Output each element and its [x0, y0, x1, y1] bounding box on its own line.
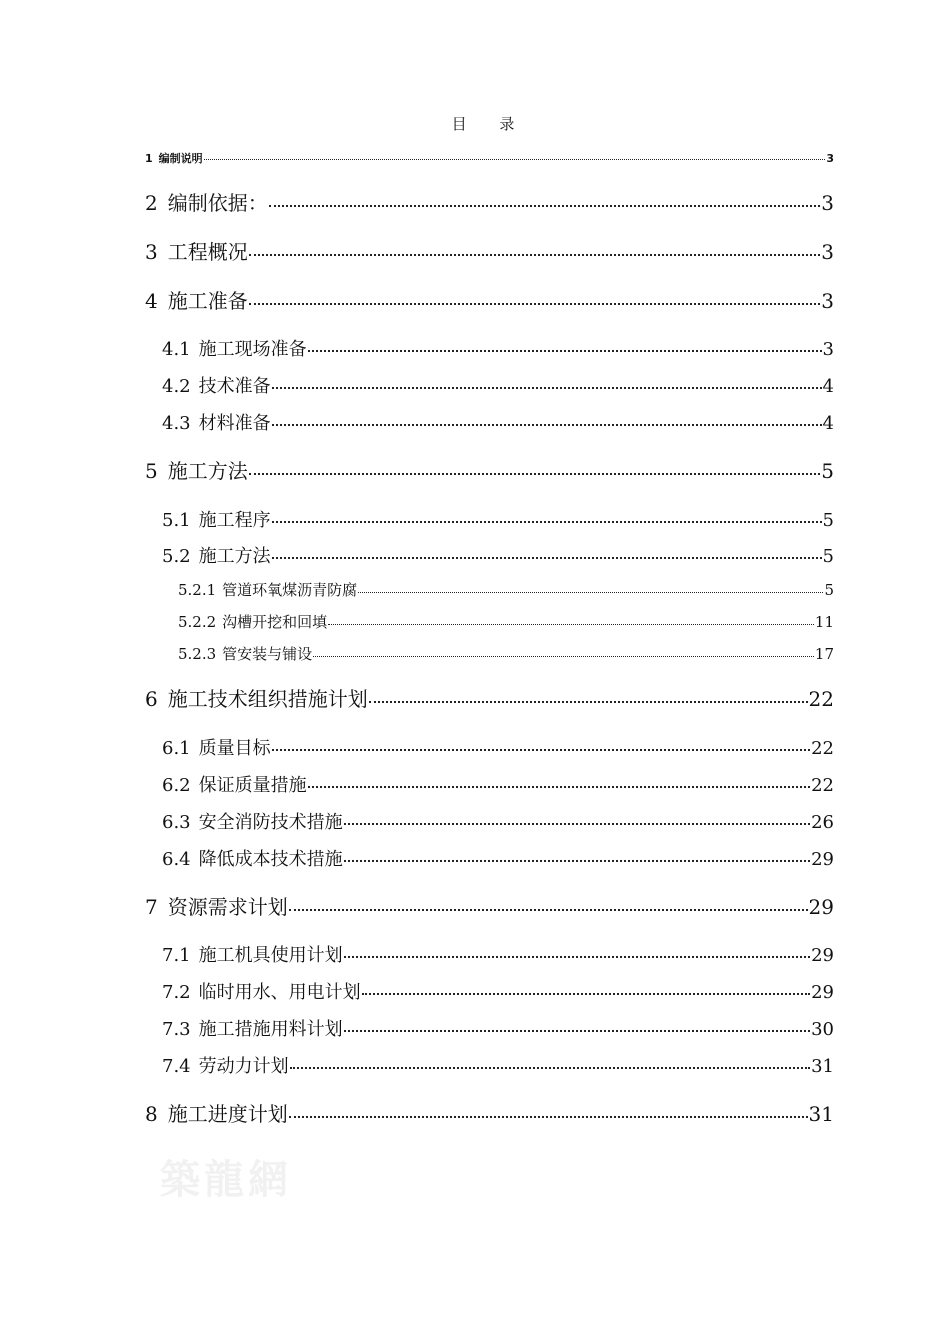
leader-dots	[272, 423, 822, 426]
toc-entry-title: 工程概况	[167, 240, 248, 264]
toc-entry-title: 施工准备	[167, 289, 248, 313]
toc-entry-title: 施工进度计划	[167, 1102, 288, 1126]
leader-dots	[344, 859, 810, 862]
toc-entry-number: 2	[145, 191, 158, 215]
leader-dots	[344, 822, 810, 825]
toc-entry[interactable]	[145, 236, 834, 265]
toc-entry-page: 31	[808, 1102, 834, 1126]
toc-entry-page: 3	[821, 191, 834, 215]
leader-dots	[249, 472, 821, 475]
leader-dots	[358, 591, 823, 593]
toc-entry-page: 29	[811, 982, 834, 1003]
toc-entry-number: 5.1	[162, 510, 191, 531]
toc-entry-title: 管安装与铺设	[222, 645, 313, 663]
leader-dots	[313, 655, 814, 657]
toc-entry-number: 4.1	[162, 339, 191, 360]
toc-entry-number: 7.4	[162, 1056, 191, 1077]
toc-entry-title: 资源需求计划	[167, 895, 288, 919]
toc-entry-page: 30	[811, 1019, 834, 1040]
toc-entry-number: 6.2	[162, 775, 191, 796]
toc-entry-number: 5.2.1	[178, 581, 217, 599]
toc-entry-number: 5	[145, 459, 158, 483]
watermark	[160, 1148, 292, 1205]
toc-entry-page: 17	[814, 645, 834, 663]
toc-entry[interactable]	[162, 335, 834, 361]
toc-entry[interactable]	[162, 1015, 834, 1041]
toc-entry-number: 5.2.3	[178, 645, 217, 663]
toc-entry-number: 8	[145, 1102, 158, 1126]
toc-entry[interactable]	[178, 643, 834, 664]
toc-entry-number: 3	[145, 240, 158, 264]
toc-entry[interactable]	[162, 845, 834, 871]
toc-entry-title: 质量目标	[198, 738, 271, 759]
toc-entry-page: 22	[808, 687, 834, 711]
toc-entry-title: 临时用水、用电计划	[198, 982, 361, 1003]
toc-entry-page: 3	[821, 240, 834, 264]
toc-entry[interactable]	[145, 891, 834, 920]
toc-entry[interactable]	[162, 542, 834, 568]
toc-entry-page: 26	[811, 812, 834, 833]
toc-entry-number: 1	[145, 152, 153, 165]
page-title: 目 录	[451, 115, 529, 133]
leader-dots	[272, 556, 822, 559]
toc-entry[interactable]	[162, 808, 834, 834]
toc-entry[interactable]	[145, 150, 834, 166]
leader-dots	[308, 349, 822, 352]
toc-entry[interactable]	[162, 1052, 834, 1078]
toc-entry-number: 6.3	[162, 812, 191, 833]
toc-entry[interactable]	[162, 734, 834, 760]
toc-entry-number: 5.2.2	[178, 613, 217, 631]
toc-entry-title: 编制依据：	[167, 191, 268, 215]
toc-entry-page: 3	[826, 152, 834, 165]
toc-entry-title: 技术准备	[198, 376, 271, 397]
toc-entry-number: 6	[145, 687, 158, 711]
toc-entry[interactable]	[178, 579, 834, 600]
leader-dots	[308, 785, 810, 788]
toc-entry-page: 4	[822, 413, 834, 434]
toc-entry-number: 7.2	[162, 982, 191, 1003]
leader-dots	[249, 253, 821, 256]
toc-entry-number: 6.1	[162, 738, 191, 759]
toc-entry-title: 施工方法	[198, 546, 271, 567]
toc-entry-page: 11	[814, 613, 834, 631]
leader-dots	[272, 386, 822, 389]
toc-entry-title: 降低成本技术措施	[198, 849, 343, 870]
toc-entry-page: 5	[822, 546, 834, 567]
toc-entry-title: 施工方法	[167, 459, 248, 483]
toc-entry[interactable]	[178, 611, 834, 632]
toc-entry-title: 施工技术组织措施计划	[167, 687, 368, 711]
toc-entry-title: 施工机具使用计划	[198, 945, 343, 966]
toc-entry-page: 5	[824, 581, 834, 599]
toc-entry-title: 保证质量措施	[198, 775, 307, 796]
toc-entry-page: 5	[822, 510, 834, 531]
toc-entry-page: 29	[811, 945, 834, 966]
toc-entry[interactable]	[162, 506, 834, 532]
leader-dots	[289, 908, 808, 911]
toc-entry[interactable]	[162, 941, 834, 967]
leader-dots	[272, 520, 822, 523]
leader-dots	[344, 1029, 810, 1032]
leader-dots	[204, 158, 826, 160]
toc-entry-number: 5.2	[162, 546, 191, 567]
toc-entry[interactable]	[162, 409, 834, 435]
toc-entry-title: 沟槽开挖和回填	[222, 613, 328, 631]
toc-entry-number: 4.2	[162, 376, 191, 397]
toc-entry[interactable]	[162, 771, 834, 797]
toc-entry[interactable]	[162, 372, 834, 398]
leader-dots	[362, 992, 810, 995]
toc-entry[interactable]	[145, 187, 834, 216]
toc-entry-page: 29	[808, 895, 834, 919]
toc-entry-title: 施工程序	[198, 510, 271, 531]
leader-dots	[272, 748, 810, 751]
toc-entry[interactable]	[145, 455, 834, 484]
toc-entry-page: 22	[811, 775, 834, 796]
toc-entry-number: 4.3	[162, 413, 191, 434]
toc-entry-title: 劳动力计划	[198, 1056, 289, 1077]
toc-entry-number: 4	[145, 289, 158, 313]
toc-entry-number: 7.3	[162, 1019, 191, 1040]
toc-entry-title: 安全消防技术措施	[198, 812, 343, 833]
leader-dots	[269, 204, 821, 207]
toc-entry-page: 22	[811, 738, 834, 759]
leader-dots	[290, 1066, 810, 1069]
toc-entry-page: 4	[822, 376, 834, 397]
toc-entry-page: 3	[822, 339, 834, 360]
toc-entry-number: 6.4	[162, 849, 191, 870]
leader-dots	[369, 700, 808, 703]
toc-entry-page: 31	[811, 1056, 834, 1077]
leader-dots	[328, 623, 814, 625]
toc-entry-title: 施工措施用料计划	[198, 1019, 343, 1040]
toc-entry-number: 7.1	[162, 945, 191, 966]
toc-entry[interactable]	[145, 285, 834, 314]
toc-entry-number: 7	[145, 895, 158, 919]
leader-dots	[249, 302, 821, 305]
toc-entry-page: 5	[821, 459, 834, 483]
toc-entry-page: 29	[811, 849, 834, 870]
toc-entry[interactable]	[145, 1098, 834, 1127]
toc-entry-title: 管道环氧煤沥青防腐	[222, 581, 358, 599]
toc-entry[interactable]	[162, 978, 834, 1004]
toc-entry-title: 施工现场准备	[198, 339, 307, 360]
toc-entry[interactable]	[145, 683, 834, 712]
watermark-text: 築龍網	[160, 1156, 292, 1203]
toc-entry-page: 3	[821, 289, 834, 313]
toc-entry-title: 编制说明	[158, 152, 203, 165]
leader-dots	[289, 1115, 808, 1118]
leader-dots	[344, 955, 810, 958]
toc-entry-title: 材料准备	[198, 413, 271, 434]
